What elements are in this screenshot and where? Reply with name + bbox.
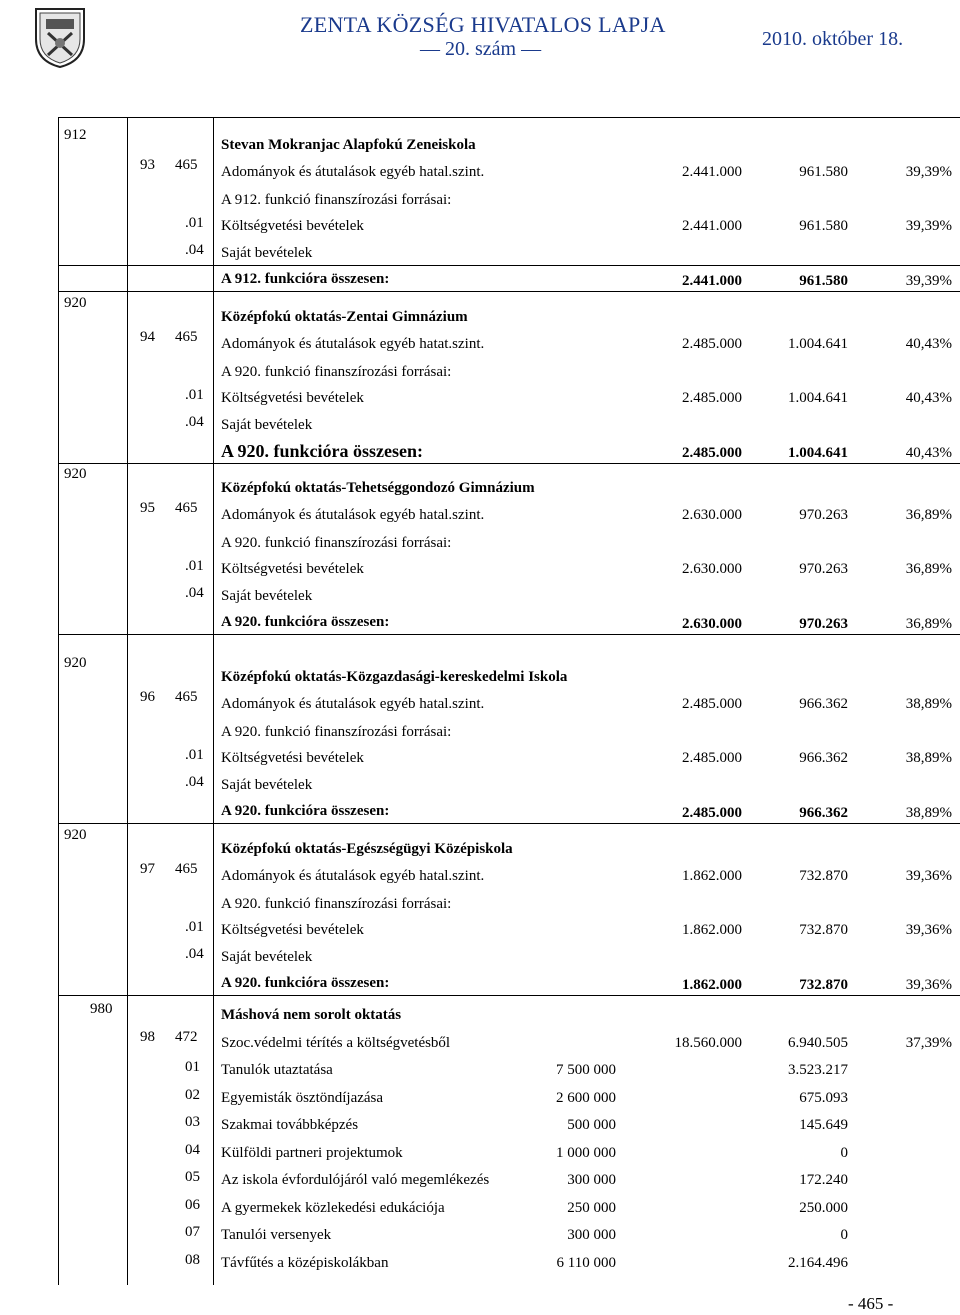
source-code: .04	[185, 242, 204, 258]
section-divider	[58, 823, 960, 824]
total-planned: 2.485.000	[682, 805, 742, 821]
institution-name: Középfokú oktatás-Zentai Gimnázium	[221, 309, 468, 325]
account-code: 465	[175, 500, 198, 516]
item-amount: 300 000	[567, 1172, 616, 1188]
source-label: Saját bevételek	[221, 949, 313, 965]
institution-name: Máshová nem sorolt oktatás	[221, 1007, 402, 1023]
main-actual: 6.940.505	[788, 1035, 848, 1051]
function-total-label: A 912. funkcióra összesen:	[221, 271, 390, 287]
item-label: Szakmai továbbképzés	[221, 1117, 359, 1133]
section-divider	[58, 463, 960, 464]
grant-planned: 2.485.000	[682, 696, 742, 712]
total-actual: 732.870	[799, 977, 848, 993]
issue-number: — 20. szám —	[420, 38, 542, 60]
source-label: Saját bevételek	[221, 777, 313, 793]
item-label: Távfűtés a középiskolákban	[221, 1254, 389, 1271]
account-code: 472	[175, 1029, 198, 1045]
section-divider	[58, 995, 960, 996]
grant-percent: 38,89%	[905, 696, 952, 712]
function-total-label: A 920. funkcióra összesen:	[221, 803, 390, 819]
source-label: Költségvetési bevételek	[221, 218, 364, 234]
grant-label: Adományok és átutalások egyéb hatal.szint.	[221, 868, 485, 884]
source-label: Költségvetési bevételek	[221, 390, 364, 406]
item-amount: 1 000 000	[556, 1144, 616, 1161]
function-total-label: A 920. funkcióra összesen:	[221, 975, 390, 991]
source-planned: 2.485.000	[682, 750, 742, 766]
grant-actual: 961.580	[799, 164, 848, 180]
coat-of-arms-icon	[32, 5, 88, 69]
item-label: Egyemisták ösztöndíjazása	[221, 1089, 384, 1106]
funding-sources-title: A 920. funkció finanszírozási forrásai:	[221, 896, 452, 912]
total-actual: 961.580	[799, 273, 848, 289]
source-code: .01	[185, 215, 204, 231]
source-label: Saját bevételek	[221, 417, 313, 433]
grant-actual: 732.870	[799, 868, 848, 884]
item-code: 02	[185, 1086, 200, 1103]
grant-label: Adományok és átutalások egyéb hatal.szint.	[221, 164, 485, 180]
item-code: 01	[185, 1059, 200, 1075]
main-label: Szoc.védelmi térítés a költségvetésből	[221, 1035, 451, 1051]
grant-actual: 1.004.641	[788, 336, 848, 352]
item-code: 08	[185, 1251, 200, 1268]
grant-label: Adományok és átutalások egyéb hatat.szint.	[221, 336, 485, 352]
institution-name: Középfokú oktatás-Közgazdasági-kereskedelmi Iskola	[221, 669, 568, 685]
item-actual: 250.000	[799, 1199, 848, 1216]
item-code: 04	[185, 1141, 200, 1158]
section-divider	[58, 265, 960, 266]
source-code: .04	[185, 585, 204, 601]
source-label: Költségvetési bevételek	[221, 922, 364, 938]
section-divider	[58, 291, 960, 292]
item-actual: 675.093	[799, 1089, 848, 1106]
funding-sources-title: A 920. funkció finanszírozási forrásai:	[221, 364, 452, 380]
item-code: 06	[185, 1196, 200, 1213]
total-actual: 1.004.641	[788, 445, 848, 461]
funding-sources-title: A 920. funkció finanszírozási forrásai:	[221, 724, 452, 740]
item-amount: 6 110 000	[556, 1254, 616, 1271]
source-percent: 39,36%	[905, 922, 952, 938]
function-code: 920	[64, 466, 87, 482]
item-actual: 145.649	[799, 1117, 848, 1133]
subfunction-code: 98	[140, 1029, 155, 1045]
subfunction-code: 93	[140, 157, 155, 173]
function-code: 980	[90, 1001, 113, 1017]
source-code: .01	[185, 919, 204, 935]
publication-title: ZENTA KÖZSÉG HIVATALOS LAPJA	[300, 12, 666, 37]
item-actual: 3.523.217	[788, 1062, 848, 1078]
total-planned: 2.485.000	[682, 445, 742, 461]
total-percent: 39,36%	[905, 977, 952, 993]
column-divider	[127, 117, 128, 1285]
source-planned: 2.485.000	[682, 390, 742, 406]
section-divider	[58, 634, 960, 635]
source-label: Saját bevételek	[221, 245, 313, 261]
source-percent: 38,89%	[905, 750, 952, 766]
institution-name: Középfokú oktatás-Egészségügyi Középiskola	[221, 841, 513, 857]
institution-name: Középfokú oktatás-Tehetséggondozó Gimnázium	[221, 480, 535, 496]
item-actual: 172.240	[799, 1172, 848, 1188]
source-actual: 966.362	[799, 750, 848, 766]
total-planned: 2.441.000	[682, 273, 742, 289]
grant-percent: 36,89%	[905, 507, 952, 523]
source-actual: 961.580	[799, 218, 848, 234]
account-code: 465	[175, 329, 198, 345]
subfunction-code: 96	[140, 689, 155, 705]
page-number: - 465 -	[848, 1294, 894, 1313]
total-planned: 1.862.000	[682, 977, 742, 993]
main-percent: 37,39%	[905, 1035, 952, 1051]
grant-planned: 2.630.000	[682, 507, 742, 523]
source-label: Saját bevételek	[221, 588, 313, 604]
account-code: 465	[175, 861, 198, 877]
column-divider	[213, 117, 214, 1285]
item-label: Külföldi partneri projektumok	[221, 1144, 403, 1161]
function-code: 920	[64, 295, 87, 311]
source-actual: 1.004.641	[788, 390, 848, 406]
item-code: 05	[185, 1169, 200, 1185]
item-amount: 7 500 000	[556, 1062, 616, 1078]
item-actual: 0	[840, 1227, 848, 1243]
source-percent: 40,43%	[905, 390, 952, 406]
total-percent: 40,43%	[905, 445, 952, 461]
item-label: Tanulók utaztatása	[221, 1062, 333, 1078]
total-percent: 36,89%	[905, 616, 952, 632]
item-amount: 2 600 000	[556, 1089, 616, 1106]
subfunction-code: 97	[140, 861, 155, 877]
institution-name: Stevan Mokranjac Alapfokú Zeneiskola	[221, 137, 476, 153]
source-code: .01	[185, 747, 204, 763]
source-code: .01	[185, 558, 204, 574]
grant-planned: 2.441.000	[682, 164, 742, 180]
account-code: 465	[175, 689, 198, 705]
item-code: 07	[185, 1224, 200, 1240]
account-code: 465	[175, 157, 198, 173]
function-total-label: A 920. funkcióra összesen:	[221, 614, 390, 630]
publication-date: 2010. október 18.	[762, 28, 904, 50]
item-amount: 300 000	[567, 1227, 616, 1243]
grant-percent: 39,39%	[905, 164, 952, 180]
grant-actual: 970.263	[799, 507, 848, 523]
source-actual: 970.263	[799, 561, 848, 577]
page-header	[0, 0, 960, 80]
item-code: 03	[185, 1114, 200, 1130]
total-percent: 38,89%	[905, 805, 952, 821]
item-actual: 0	[840, 1144, 848, 1161]
source-actual: 732.870	[799, 922, 848, 938]
source-planned: 2.630.000	[682, 561, 742, 577]
subfunction-code: 95	[140, 500, 155, 516]
function-code: 920	[64, 655, 87, 671]
funding-sources-title: A 912. funkció finanszírozási forrásai:	[221, 192, 452, 208]
item-amount: 250 000	[567, 1199, 616, 1216]
source-percent: 39,39%	[905, 218, 952, 234]
total-planned: 2.630.000	[682, 616, 742, 632]
main-planned: 18.560.000	[674, 1035, 742, 1051]
item-label: Az iskola évfordulójáról való megemlékezés	[221, 1172, 490, 1188]
funding-sources-title: A 920. funkció finanszírozási forrásai:	[221, 535, 452, 551]
source-code: .04	[185, 414, 204, 430]
total-percent: 39,39%	[905, 273, 952, 289]
function-code: 920	[64, 827, 87, 843]
source-planned: 1.862.000	[682, 922, 742, 938]
grant-percent: 40,43%	[905, 336, 952, 352]
source-code: .04	[185, 774, 204, 790]
subfunction-code: 94	[140, 329, 155, 345]
grant-planned: 2.485.000	[682, 336, 742, 352]
source-label: Költségvetési bevételek	[221, 561, 364, 577]
item-actual: 2.164.496	[788, 1254, 848, 1271]
item-label: A gyermekek közlekedési edukációja	[221, 1199, 445, 1216]
grant-label: Adományok és átutalások egyéb hatal.szint.	[221, 507, 485, 523]
grant-planned: 1.862.000	[682, 868, 742, 884]
source-planned: 2.441.000	[682, 218, 742, 234]
source-code: .04	[185, 946, 204, 962]
function-code: 912	[64, 127, 87, 143]
grant-label: Adományok és átutalások egyéb hatal.szint.	[221, 696, 485, 712]
item-amount: 500 000	[567, 1117, 616, 1133]
function-total-label: A 920. funkcióra összesen:	[221, 441, 423, 461]
source-label: Költségvetési bevételek	[221, 750, 364, 766]
source-code: .01	[185, 387, 204, 403]
total-actual: 966.362	[799, 805, 848, 821]
grant-percent: 39,36%	[905, 868, 952, 884]
item-label: Tanulói versenyek	[221, 1227, 332, 1243]
source-percent: 36,89%	[905, 561, 952, 577]
grant-actual: 966.362	[799, 696, 848, 712]
total-actual: 970.263	[799, 616, 848, 632]
